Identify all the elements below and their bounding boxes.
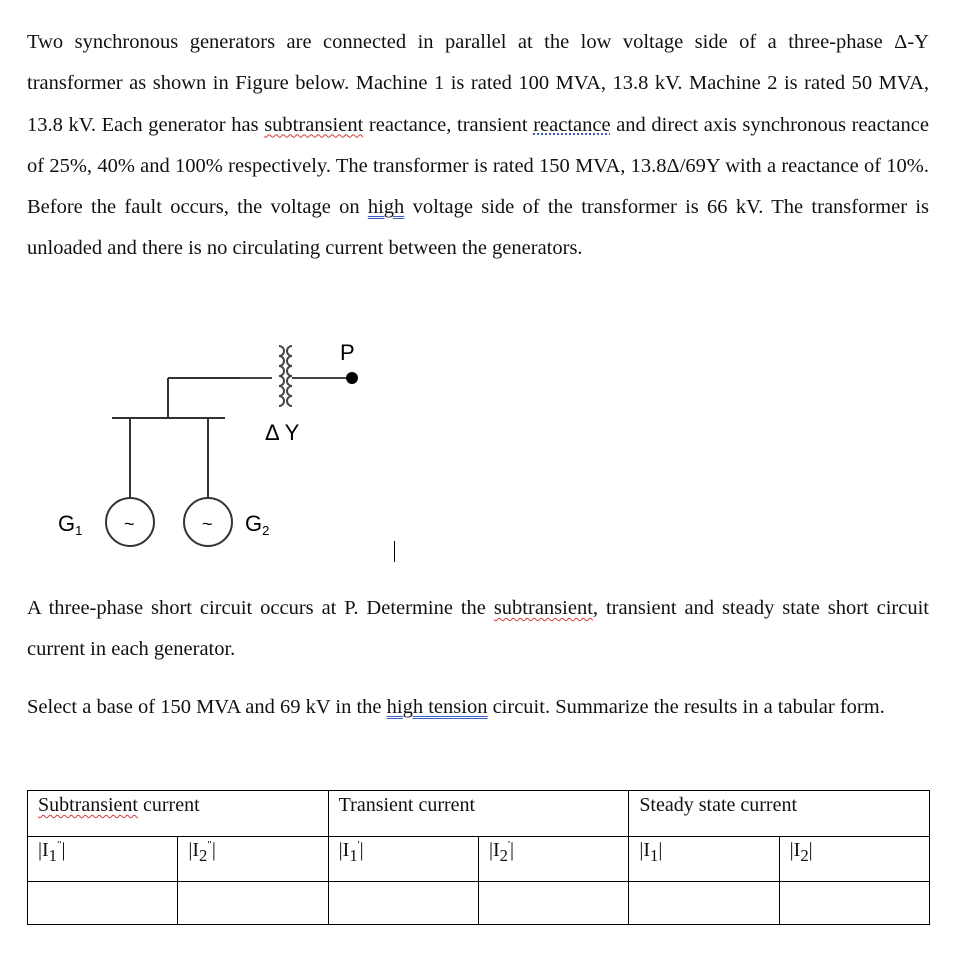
gen2-label: G2 xyxy=(245,511,270,538)
gen2-symbol: ~ xyxy=(202,514,213,534)
col-i2-transient[interactable]: $|I_2'|$ xyxy=(478,837,628,882)
empty-cell[interactable] xyxy=(178,882,328,925)
col-i1-subtransient[interactable]: $|I_1^"|$ xyxy=(28,837,178,882)
p1-text-a: Two synchronous generators are connected in parallel at the low voltage side of a three-phase Δ-Y transformer as shown in Figure below. Machine 1 is rated 100 MVA, 13.8 kV. Machine 2 is rated 50 MVA, 13.8 kV. Each generator has xyxy=(27,31,929,136)
table-subheader-row xyxy=(28,837,930,882)
p1-subtransient-word: subtransient xyxy=(264,113,364,136)
empty-cell[interactable] xyxy=(779,882,929,925)
transient-header[interactable]: Transient current xyxy=(328,791,629,837)
col-i2-subtransient[interactable]: $|I_2^"|$ xyxy=(178,837,328,882)
p1-text-c: and direct axis synchronous reactance of 25%, 40% and 100% respectively. The transformer is rated 150 MVA, 13.8Δ/69Y with a reactance of 10%. Before the fault occurs, the voltage on xyxy=(27,113,929,219)
empty-cell[interactable] xyxy=(28,882,178,925)
p3-text-a: Select a base of 150 MVA and 69 kV in the xyxy=(27,696,387,718)
empty-cell[interactable] xyxy=(328,882,478,925)
results-table xyxy=(27,790,930,925)
fault-point-label: P xyxy=(340,340,355,365)
empty-cell[interactable] xyxy=(478,882,628,925)
fault-point-dot xyxy=(346,372,358,384)
col-i2-steady[interactable]: $|I_2|$ xyxy=(779,837,929,882)
p3-text-b: circuit. Summarize the results in a tabular form. xyxy=(487,696,885,718)
p2-text-a: A three-phase short circuit occurs at P. Determine the xyxy=(27,597,494,619)
p3-high-tension-phrase: high tension xyxy=(386,696,488,718)
p1-text-b: reactance, transient xyxy=(363,113,534,136)
gen1-label: G1 xyxy=(58,511,83,538)
empty-cell[interactable] xyxy=(629,882,779,925)
steady-state-header[interactable]: Steady state current xyxy=(629,791,930,837)
problem-paragraph-2 xyxy=(27,588,929,671)
col-i1-steady[interactable]: $|I_1|$ xyxy=(629,837,779,882)
gen1-symbol: ~ xyxy=(124,514,135,534)
subtransient-header[interactable]: Subtransient current xyxy=(28,791,329,837)
table-empty-row xyxy=(28,882,930,925)
problem-paragraph-3 xyxy=(27,687,929,728)
transformer-label: Δ Y xyxy=(265,420,300,445)
p2-subtransient-word: subtransient xyxy=(493,597,593,619)
col-i1-transient[interactable]: $|I_1'|$ xyxy=(328,837,478,882)
p1-high-word: high xyxy=(367,196,405,219)
p1-reactance-word: reactance xyxy=(533,113,611,136)
p2-text-b: , transient and steady state short circuit current in each generator. xyxy=(27,597,929,661)
table-header-row xyxy=(28,791,930,837)
text-cursor xyxy=(394,541,395,562)
p1-text-d: voltage side of the transformer is 66 kV. The transformer is unloaded and there is no circulating current between the generators. xyxy=(27,196,929,260)
transformer-icon xyxy=(240,346,350,406)
